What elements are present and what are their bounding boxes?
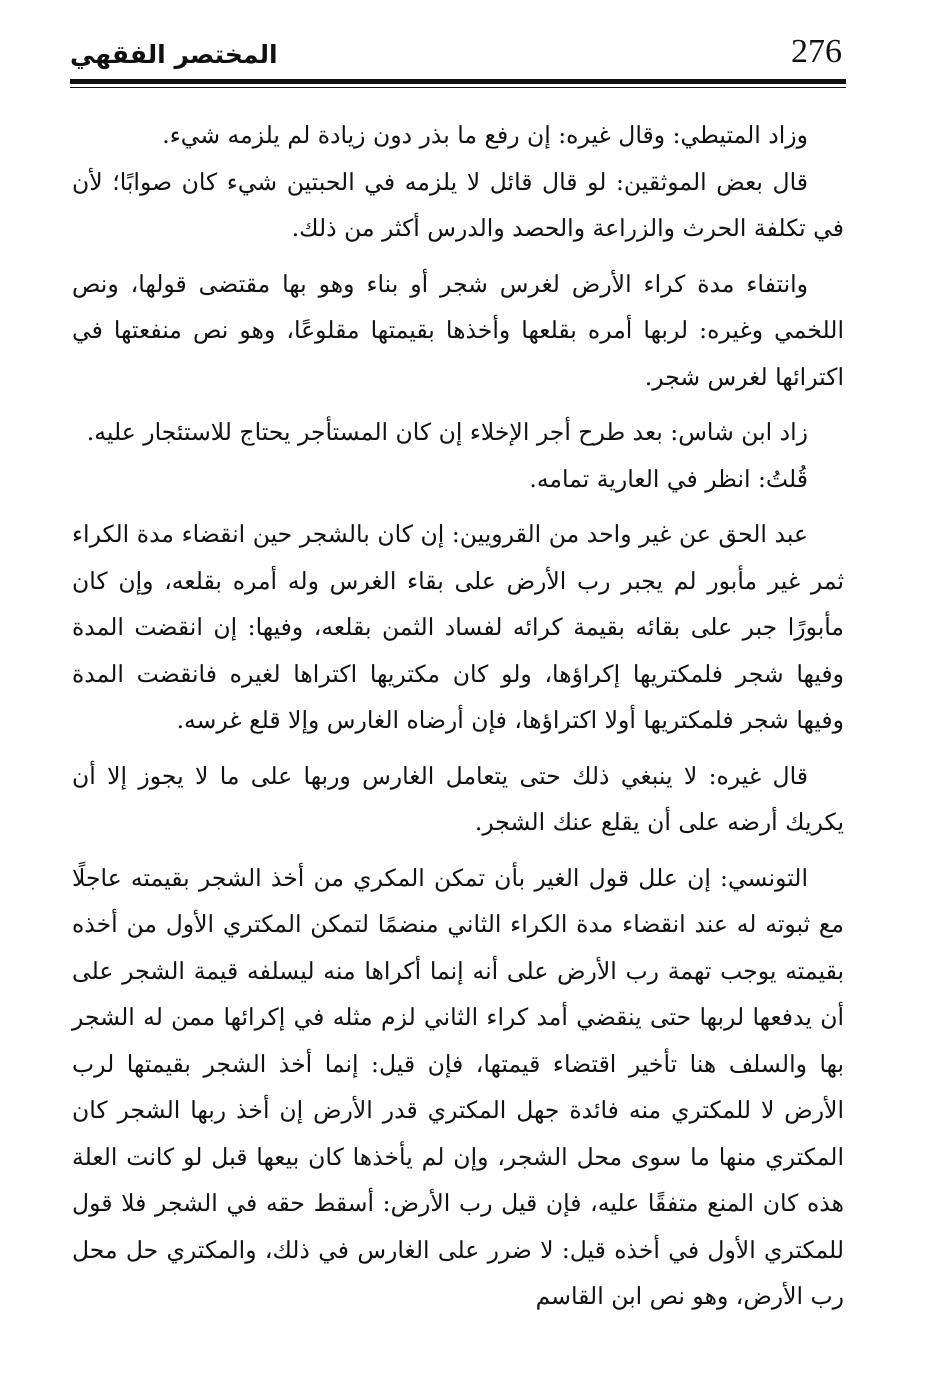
- paragraph-5: قُلتُ: انظر في العارية تمامه.: [529, 464, 808, 493]
- body-text: [72, 112, 844, 1320]
- page-number: 276: [791, 33, 842, 70]
- paragraph-4: زاد ابن شاس: بعد طرح أجر الإخلاء إن كان المستأجر يحتاج للاستئجار عليه.: [86, 418, 808, 446]
- paragraph-2: قال بعض الموثقين: لو قال قائل لا يلزمه في الحبتين شيء كان صوابًا؛ لأن في تكلفة الحرث والزراعة والحصد والدرس أكثر من ذلك.: [72, 167, 844, 242]
- running-title: المختصر الفقهي: [70, 40, 278, 69]
- paragraph-1: وزاد المتيطي: وقال غيره: إن رفع ما بذر دون زيادة لم يلزمه شيء.: [162, 121, 808, 149]
- paragraph-8: التونسي: إن علل قول الغير بأن تمكن المكري من أخذ الشجر بقيمته عاجلًا مع ثبوته له عند انقضاء مدة الكراء الثاني منضمًا لتمكن المكتري الأول من أخذه بقيمته يوجب تهمة رب الأرض على أنه إنما أكراها منه ليسلفه قيمة الشجر على أن يدفعها لربها حتى ينقضي أمد كراء الثاني لزم مثله في إكرائها ممن له الشجر بها والسلف هنا تأخير اقتضاء قيمتها، فإن قيل: إنما أخذ الشجر بقيمتها لرب الأرض لا للمكتري منه فائدة جهل المكتري قدر الأرض إن أخذ ربها الشجر كان المكتري منها ما سوى محل الشجر، وإن لم يأخذها كان بيعها قبل لو كانت العلة هذه كان المنع متفقًا عليه، فإن قيل رب الأرض: أسقط حقه في الشجر فلا قول للمكتري الأول في أخذه قيل: لا ضرر على الغارس في ذلك، والمكتري حل محل رب الأرض، وهو نص ابن القاسم: [72, 863, 844, 1310]
- header-rule-thin: [70, 87, 846, 88]
- paragraph-3: وانتفاء مدة كراء الأرض لغرس شجر أو بناء وهو بها مقتضى قولها، ونص اللخمي وغيره: لربها أمره بقلعها وأخذها بقيمتها مقلوعًا، وهو نص منفعتها في اكترائها لغرس شجر.: [72, 269, 844, 391]
- paragraph-7: قال غيره: لا ينبغي ذلك حتى يتعامل الغارس وربها على ما لا يجوز إلا أن يكريك أرضه على أن يقلع عنك الشجر.: [72, 761, 844, 836]
- header-rule-thick: [70, 79, 846, 84]
- page-header: [70, 32, 846, 80]
- paragraph-6: عبد الحق عن غير واحد من القرويين: إن كان بالشجر حين انقضاء مدة الكراء ثمر غير مأبور لم يجبر رب الأرض على بقاء الغرس وله أمره بقلعه، وإن كان مأبورًا جبر على بقائه بقيمة كرائه لفساد الثمن بقلعه، وفيها: إن انقضت المدة وفيها شجر فلمكتريها إكراؤها، ولو كان مكتريها اكتراها لغيره فانقضت المدة وفيها شجر فلمكتريها أولا اكتراؤها، فإن أرضاه الغارس وإلا قلع غرسه.: [72, 520, 844, 734]
